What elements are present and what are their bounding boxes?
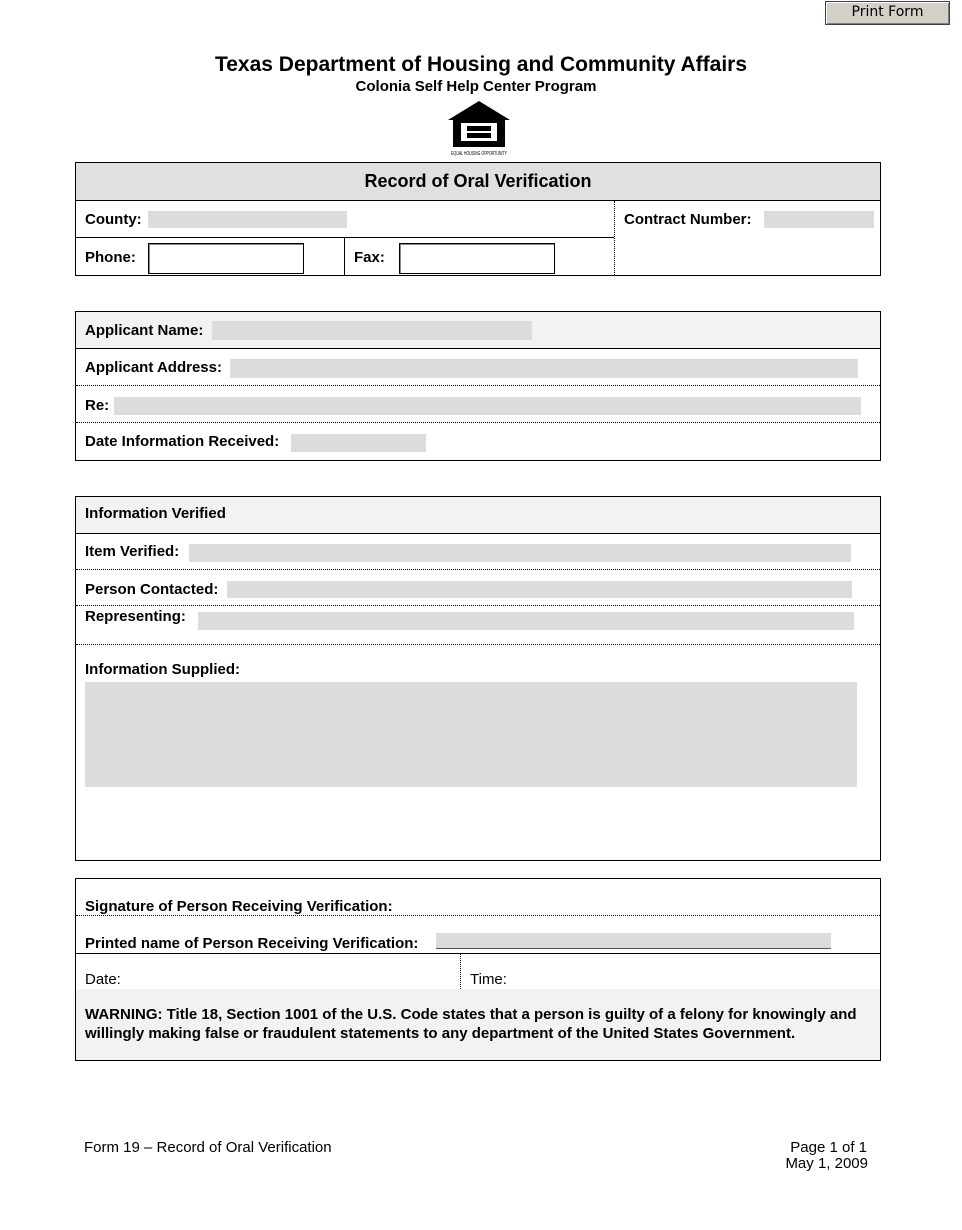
signature-box xyxy=(75,878,881,1061)
divider xyxy=(76,385,880,386)
contract-number-input[interactable] xyxy=(764,211,874,228)
fax-input[interactable] xyxy=(399,243,555,274)
representing-label: Representing: xyxy=(85,608,186,625)
phone-label: Phone: xyxy=(85,249,136,266)
applicant-box xyxy=(75,311,881,461)
re-input[interactable] xyxy=(114,397,861,415)
divider xyxy=(76,569,880,570)
verification-header-box xyxy=(75,162,881,276)
date-received-label: Date Information Received: xyxy=(85,433,280,450)
print-form-button[interactable]: Print Form xyxy=(825,1,950,25)
time-label: Time: xyxy=(470,971,507,988)
program-subtitle: Colonia Self Help Center Program xyxy=(355,78,597,95)
divider xyxy=(76,605,880,606)
footer-date: May 1, 2009 xyxy=(785,1155,868,1172)
re-label: Re: xyxy=(85,397,110,414)
date-label: Date: xyxy=(85,971,121,988)
information-verified-box xyxy=(75,496,881,861)
applicant-name-input[interactable] xyxy=(212,321,532,340)
item-verified-input[interactable] xyxy=(189,544,851,562)
divider xyxy=(76,953,880,954)
applicant-name-label: Applicant Name: xyxy=(85,322,204,339)
information-supplied-textarea[interactable] xyxy=(85,682,857,787)
warning-text: WARNING: Title 18, Section 1001 of the U.S. Code states that a person is guilty of a felony for knowingly and willingly making false or fraudulent statements to any department of the United States Government. xyxy=(85,1006,857,1042)
divider xyxy=(76,644,880,645)
footer-form-name: Form 19 – Record of Oral Verification xyxy=(84,1139,332,1156)
applicant-address-input[interactable] xyxy=(230,359,858,378)
footer-page-number: Page 1 of 1 xyxy=(790,1139,867,1156)
printed-name-label: Printed name of Person Receiving Verification: xyxy=(85,935,419,952)
phone-input[interactable] xyxy=(148,243,304,274)
person-contacted-label: Person Contacted: xyxy=(85,581,219,598)
vertical-divider-contract xyxy=(614,201,615,275)
signature-label: Signature of Person Receiving Verification: xyxy=(85,898,393,915)
information-supplied-label: Information Supplied: xyxy=(85,661,240,678)
equal-housing-logo xyxy=(446,100,512,160)
contract-number-label: Contract Number: xyxy=(624,211,752,228)
fax-label: Fax: xyxy=(354,249,385,266)
warning-panel xyxy=(76,989,880,1060)
divider xyxy=(76,422,880,423)
item-verified-label: Item Verified: xyxy=(85,543,180,560)
county-label: County: xyxy=(85,211,142,228)
county-input[interactable] xyxy=(148,211,347,228)
information-verified-label: Information Verified xyxy=(85,505,226,522)
person-contacted-input[interactable] xyxy=(227,581,852,598)
form-title: Record of Oral Verification xyxy=(364,171,592,191)
divider xyxy=(76,915,880,916)
phone-row-divider xyxy=(76,237,614,238)
agency-title: Texas Department of Housing and Community Affairs xyxy=(214,53,748,76)
printed-name-input[interactable] xyxy=(436,933,831,949)
date-received-input[interactable] xyxy=(291,434,426,452)
date-time-divider xyxy=(460,953,461,989)
phone-fax-divider xyxy=(344,237,345,275)
applicant-address-label: Applicant Address: xyxy=(85,359,222,376)
representing-input[interactable] xyxy=(198,612,854,630)
form-title-row xyxy=(76,163,880,201)
equal-housing-logo-text: EQUAL HOUSING OPPORTUNITY xyxy=(451,151,508,157)
